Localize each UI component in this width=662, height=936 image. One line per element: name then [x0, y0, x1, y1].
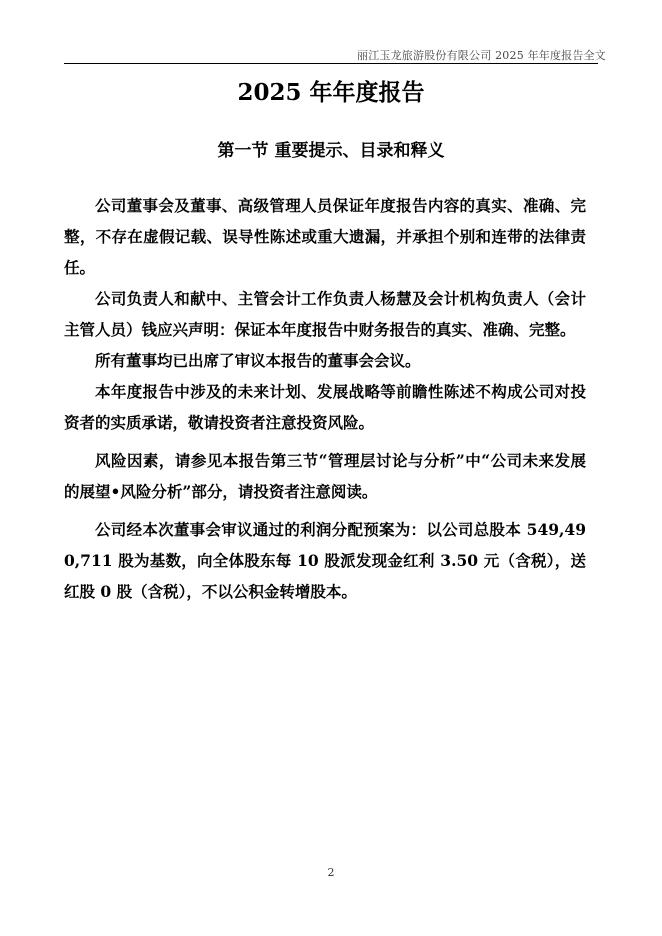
- paragraph-board-attendance: 所有董事均已出席了审议本报告的董事会会议。: [95, 351, 421, 370]
- header-divider: [64, 63, 598, 64]
- paragraph-risk-factors: 风险因素，请参见本报告第三节“管理层讨论与分析”中“公司未来发展的展望•风险分析”部分，请投资者注意阅读。: [64, 451, 586, 501]
- running-header: 丽江玉龙旅游股份有限公司 2025 年年度报告全文: [357, 49, 606, 62]
- page-number: 2: [327, 866, 335, 879]
- section-title: 第一节 重要提示、目录和释义: [217, 141, 445, 161]
- paragraph-profit-distribution: 公司经本次董事会审议通过的利润分配预案为：以公司总股本 549,490,711 股为基数，向全体股东每 10 股派发现金红利 3.50 元（含税），送红股 0 股（含税），不以公积金转增股本。: [64, 520, 586, 601]
- report-title: 2025 年年度报告: [237, 79, 425, 106]
- paragraph-forward-looking: 本年度报告中涉及的未来计划、发展战略等前瞻性陈述不构成公司对投资者的实质承诺，敬请投资者注意投资风险。: [64, 382, 586, 432]
- paragraph-responsible-persons: 公司负责人和献中、主管会计工作负责人杨慧及会计机构负责人（会计主管人员）钱应兴声明：保证本年度报告中财务报告的真实、准确、完整。: [64, 289, 586, 339]
- body-text: [64, 190, 586, 607]
- paragraph-board-guarantee: 公司董事会及董事、高级管理人员保证年度报告内容的真实、准确、完整，不存在虚假记载、误导性陈述或重大遗漏，并承担个别和连带的法律责任。: [64, 196, 586, 277]
